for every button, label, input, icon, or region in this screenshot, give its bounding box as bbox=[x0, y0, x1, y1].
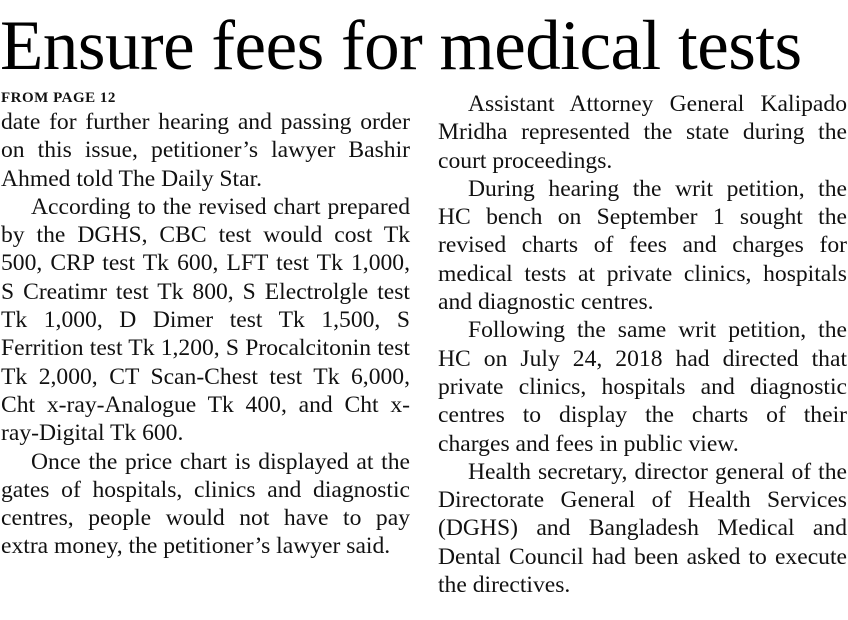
continued-from-label: FROM PAGE 12 bbox=[1, 90, 116, 106]
paragraph: Health secretary, director general of the Directorate General of Health Services (DGHS) and Bangladesh Medical and Dental Council had been asked to execute the directives. bbox=[438, 458, 847, 599]
paragraph: According to the revised chart prepared by the DGHS, CBC test would cost Tk 500, CRP test Tk 600, LFT test Tk 1,000, S Creatimr test Tk 800, S Electrolgle test Tk 1,000, D Dimer test Tk 1,500, S Ferrition test Tk 1,200, S Procalcitonin test Tk 2,000, CT Scan-Chest test Tk 6,000, Cht x-ray-Analogue Tk 400, and Cht x-ray-Digital Tk 600. bbox=[1, 193, 410, 447]
headline: Ensure fees for medical tests bbox=[0, 7, 802, 85]
paragraph: date for further hearing and passing order on this issue, petitioner’s lawyer Bashir Ahmed told The Daily Star. bbox=[1, 109, 410, 192]
article-column-right bbox=[438, 90, 847, 599]
paragraph: Once the price chart is displayed at the gates of hospitals, clinics and diagnostic centres, people would not have to pay extra money, the petitioner’s lawyer said. bbox=[1, 448, 410, 560]
paragraph: During hearing the writ petition, the HC bench on September 1 sought the revised charts of fees and charges for medical tests at private clinics, hospitals and diagnostic centres. bbox=[438, 175, 847, 316]
paragraph: Following the same writ petition, the HC on July 24, 2018 had directed that private clinics, hospitals and diagnostic centres to display the charts of their charges and fees in public view. bbox=[438, 317, 847, 457]
paragraph: Assistant Attorney General Kalipado Mridha represented the state during the court proceedings. bbox=[438, 91, 847, 174]
article-column-left bbox=[1, 90, 410, 561]
